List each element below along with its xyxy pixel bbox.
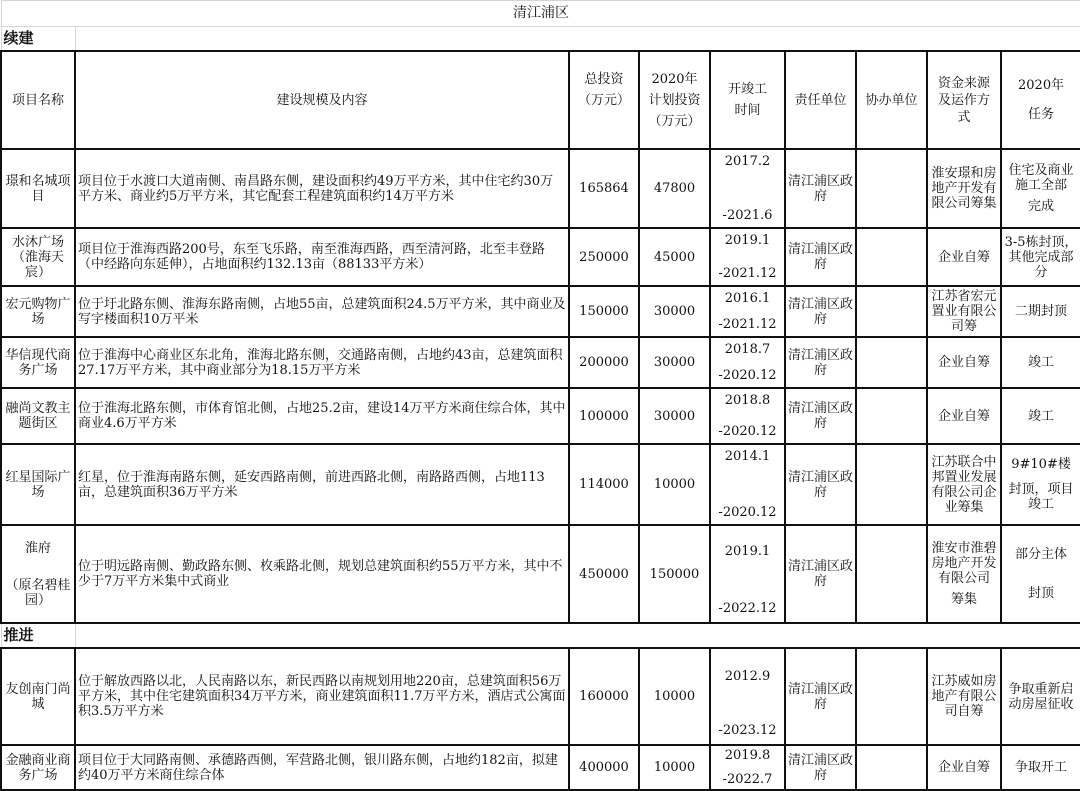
project-name: 宏元购物广场	[1, 286, 75, 337]
assist	[856, 337, 927, 388]
plan-invest: 45000	[639, 228, 710, 286]
table-row	[1, 286, 1080, 337]
table-row	[1, 745, 1080, 790]
project-scope: 位于淮海中心商业区东北角，淮海北路东侧，交通路南侧，占地约43亩，总建筑面积27.17万平方米，其中商业部分为18.15万平方米	[75, 337, 569, 388]
header-row	[1, 51, 1080, 149]
total-invest: 450000	[569, 525, 639, 623]
plan-invest: 10000	[639, 745, 710, 790]
period: 2018.8 -2020.12	[710, 388, 785, 444]
header-funding: 资金来源 及运作方 式	[927, 51, 1001, 149]
project-scope: 位于圩北路东侧、淮海东路南侧，占地55亩，总建筑面积24.5万平方米，其中商业及写字楼面积10万平米	[75, 286, 569, 337]
plan-invest: 150000	[639, 525, 710, 623]
period: 2019.8 -2022.7	[710, 745, 785, 790]
responsible: 清江浦区政府	[785, 337, 856, 388]
plan-invest: 10000	[639, 444, 710, 525]
responsible: 清江浦区政府	[785, 745, 856, 790]
task: 争取重新启动房屋征收	[1001, 648, 1080, 745]
total-invest: 114000	[569, 444, 639, 525]
funding: 江苏联合中邦置业发展有限公司企业筹集	[927, 444, 1001, 525]
total-invest: 150000	[569, 286, 639, 337]
task: 二期封顶	[1001, 286, 1080, 337]
period: 2014.1 -2020.12	[710, 444, 785, 525]
table-row	[1, 388, 1080, 444]
project-scope: 项目位于大同路南侧、承德路西侧，军营路北侧，银川路东侧，占地约182亩，拟建约40万平方米商住综合体	[75, 745, 569, 790]
header-task: 2020年 任务	[1001, 51, 1080, 149]
assist	[856, 149, 927, 228]
period: 2018.7 -2020.12	[710, 337, 785, 388]
total-invest: 250000	[569, 228, 639, 286]
section-continued: 续建	[1, 27, 75, 52]
project-name: 融尚文教主题街区	[1, 388, 75, 444]
task: 争取开工	[1001, 745, 1080, 790]
period: 2012.9 -2023.12	[710, 648, 785, 745]
header-time: 开竣工 时间	[710, 51, 785, 149]
responsible: 清江浦区政府	[785, 388, 856, 444]
table-row	[1, 444, 1080, 525]
table-row	[1, 228, 1080, 286]
funding: 企业自筹	[927, 337, 1001, 388]
funding: 江苏威如房地产有限公司自筹	[927, 648, 1001, 745]
assist	[856, 745, 927, 790]
funding: 企业自筹	[927, 745, 1001, 790]
task: 9#10#楼 封顶，项目竣工	[1001, 444, 1080, 525]
task: 住宅及商业施工全部 完成	[1001, 149, 1080, 228]
table-row	[1, 337, 1080, 388]
project-name: 红星国际广场	[1, 444, 75, 525]
responsible: 清江浦区政府	[785, 444, 856, 525]
assist	[856, 228, 927, 286]
plan-invest: 30000	[639, 286, 710, 337]
project-name: 璟和名城项目	[1, 149, 75, 228]
project-name: 水沐广场（淮海天宸）	[1, 228, 75, 286]
section-promoted: 推进	[1, 623, 75, 648]
assist	[856, 525, 927, 623]
responsible: 清江浦区政府	[785, 525, 856, 623]
assist	[856, 648, 927, 745]
assist	[856, 388, 927, 444]
funding: 淮安市淮碧房地产开发有限公司 筹集	[927, 525, 1001, 623]
project-scope: 项目位于水渡口大道南侧、南昌路东侧，建设面积约49万平方米，其中住宅约30万平方米、商业约5万平方米，其它配套工程建筑面积约14万平方米	[75, 149, 569, 228]
project-scope: 项目位于淮海西路200号，东至飞乐路，南至淮海西路，西至清河路，北至丰登路（中经路向东延伸），占地面积约132.13亩（88133平方米）	[75, 228, 569, 286]
district-title: 清江浦区	[1, 1, 1080, 27]
header-responsible: 责任单位	[785, 51, 856, 149]
task: 竣工	[1001, 388, 1080, 444]
total-invest: 160000	[569, 648, 639, 745]
period: 2016.1 -2021.12	[710, 286, 785, 337]
period: 2019.1 -2021.12	[710, 228, 785, 286]
task: 部分主体 封顶	[1001, 525, 1080, 623]
project-name: 友创南门尚城	[1, 648, 75, 745]
project-name: 金融商业商务广场	[1, 745, 75, 790]
project-name: 淮府 （原名碧桂园）	[1, 525, 75, 623]
responsible: 清江浦区政府	[785, 648, 856, 745]
period: 2017.2 -2021.6	[710, 149, 785, 228]
header-name: 项目名称	[1, 51, 75, 149]
project-scope: 位于明远路南侧、勤政路东侧、枚乘路北侧，规划总建筑面积约55万平方米，其中不少于7万平方米集中式商业	[75, 525, 569, 623]
responsible: 清江浦区政府	[785, 228, 856, 286]
header-assist: 协办单位	[856, 51, 927, 149]
header-total-invest: 总投资 （万元）	[569, 51, 639, 149]
plan-invest: 10000	[639, 648, 710, 745]
plan-invest: 30000	[639, 388, 710, 444]
assist	[856, 444, 927, 525]
plan-invest: 47800	[639, 149, 710, 228]
responsible: 清江浦区政府	[785, 149, 856, 228]
project-name: 华信现代商务广场	[1, 337, 75, 388]
total-invest: 200000	[569, 337, 639, 388]
header-scope: 建设规模及内容	[75, 51, 569, 149]
plan-invest: 30000	[639, 337, 710, 388]
total-invest: 165864	[569, 149, 639, 228]
funding: 淮安璟和房地产开发有限公司筹集	[927, 149, 1001, 228]
table-row	[1, 149, 1080, 228]
table-row	[1, 648, 1080, 745]
project-scope: 红星，位于淮海南路东侧，延安西路南侧，前进西路北侧，南路路西侧，占地113亩，总建筑面积36万平方米	[75, 444, 569, 525]
task: 3-5栋封顶，其他完成部分	[1001, 228, 1080, 286]
assist	[856, 286, 927, 337]
funding: 企业自筹	[927, 228, 1001, 286]
total-invest: 400000	[569, 745, 639, 790]
total-invest: 100000	[569, 388, 639, 444]
funding: 企业自筹	[927, 388, 1001, 444]
project-scope: 位于淮海北路东侧，市体育馆北侧，占地25.2亩，建设14万平方米商住综合体，其中商业4.6万平方米	[75, 388, 569, 444]
table-row	[1, 525, 1080, 623]
period: 2019.1 -2022.12	[710, 525, 785, 623]
funding: 江苏省宏元置业有限公司筹	[927, 286, 1001, 337]
project-scope: 位于解放西路以北，人民南路以东，新民西路以南规划用地220亩，总建筑面积56万平方米，其中住宅建筑面积34万平方米，商业建筑面积11.7万平方米，酒店式公寓面积3.5万平方米	[75, 648, 569, 745]
task: 竣工	[1001, 337, 1080, 388]
header-plan-invest: 2020年 计划投资 （万元）	[639, 51, 710, 149]
responsible: 清江浦区政府	[785, 286, 856, 337]
